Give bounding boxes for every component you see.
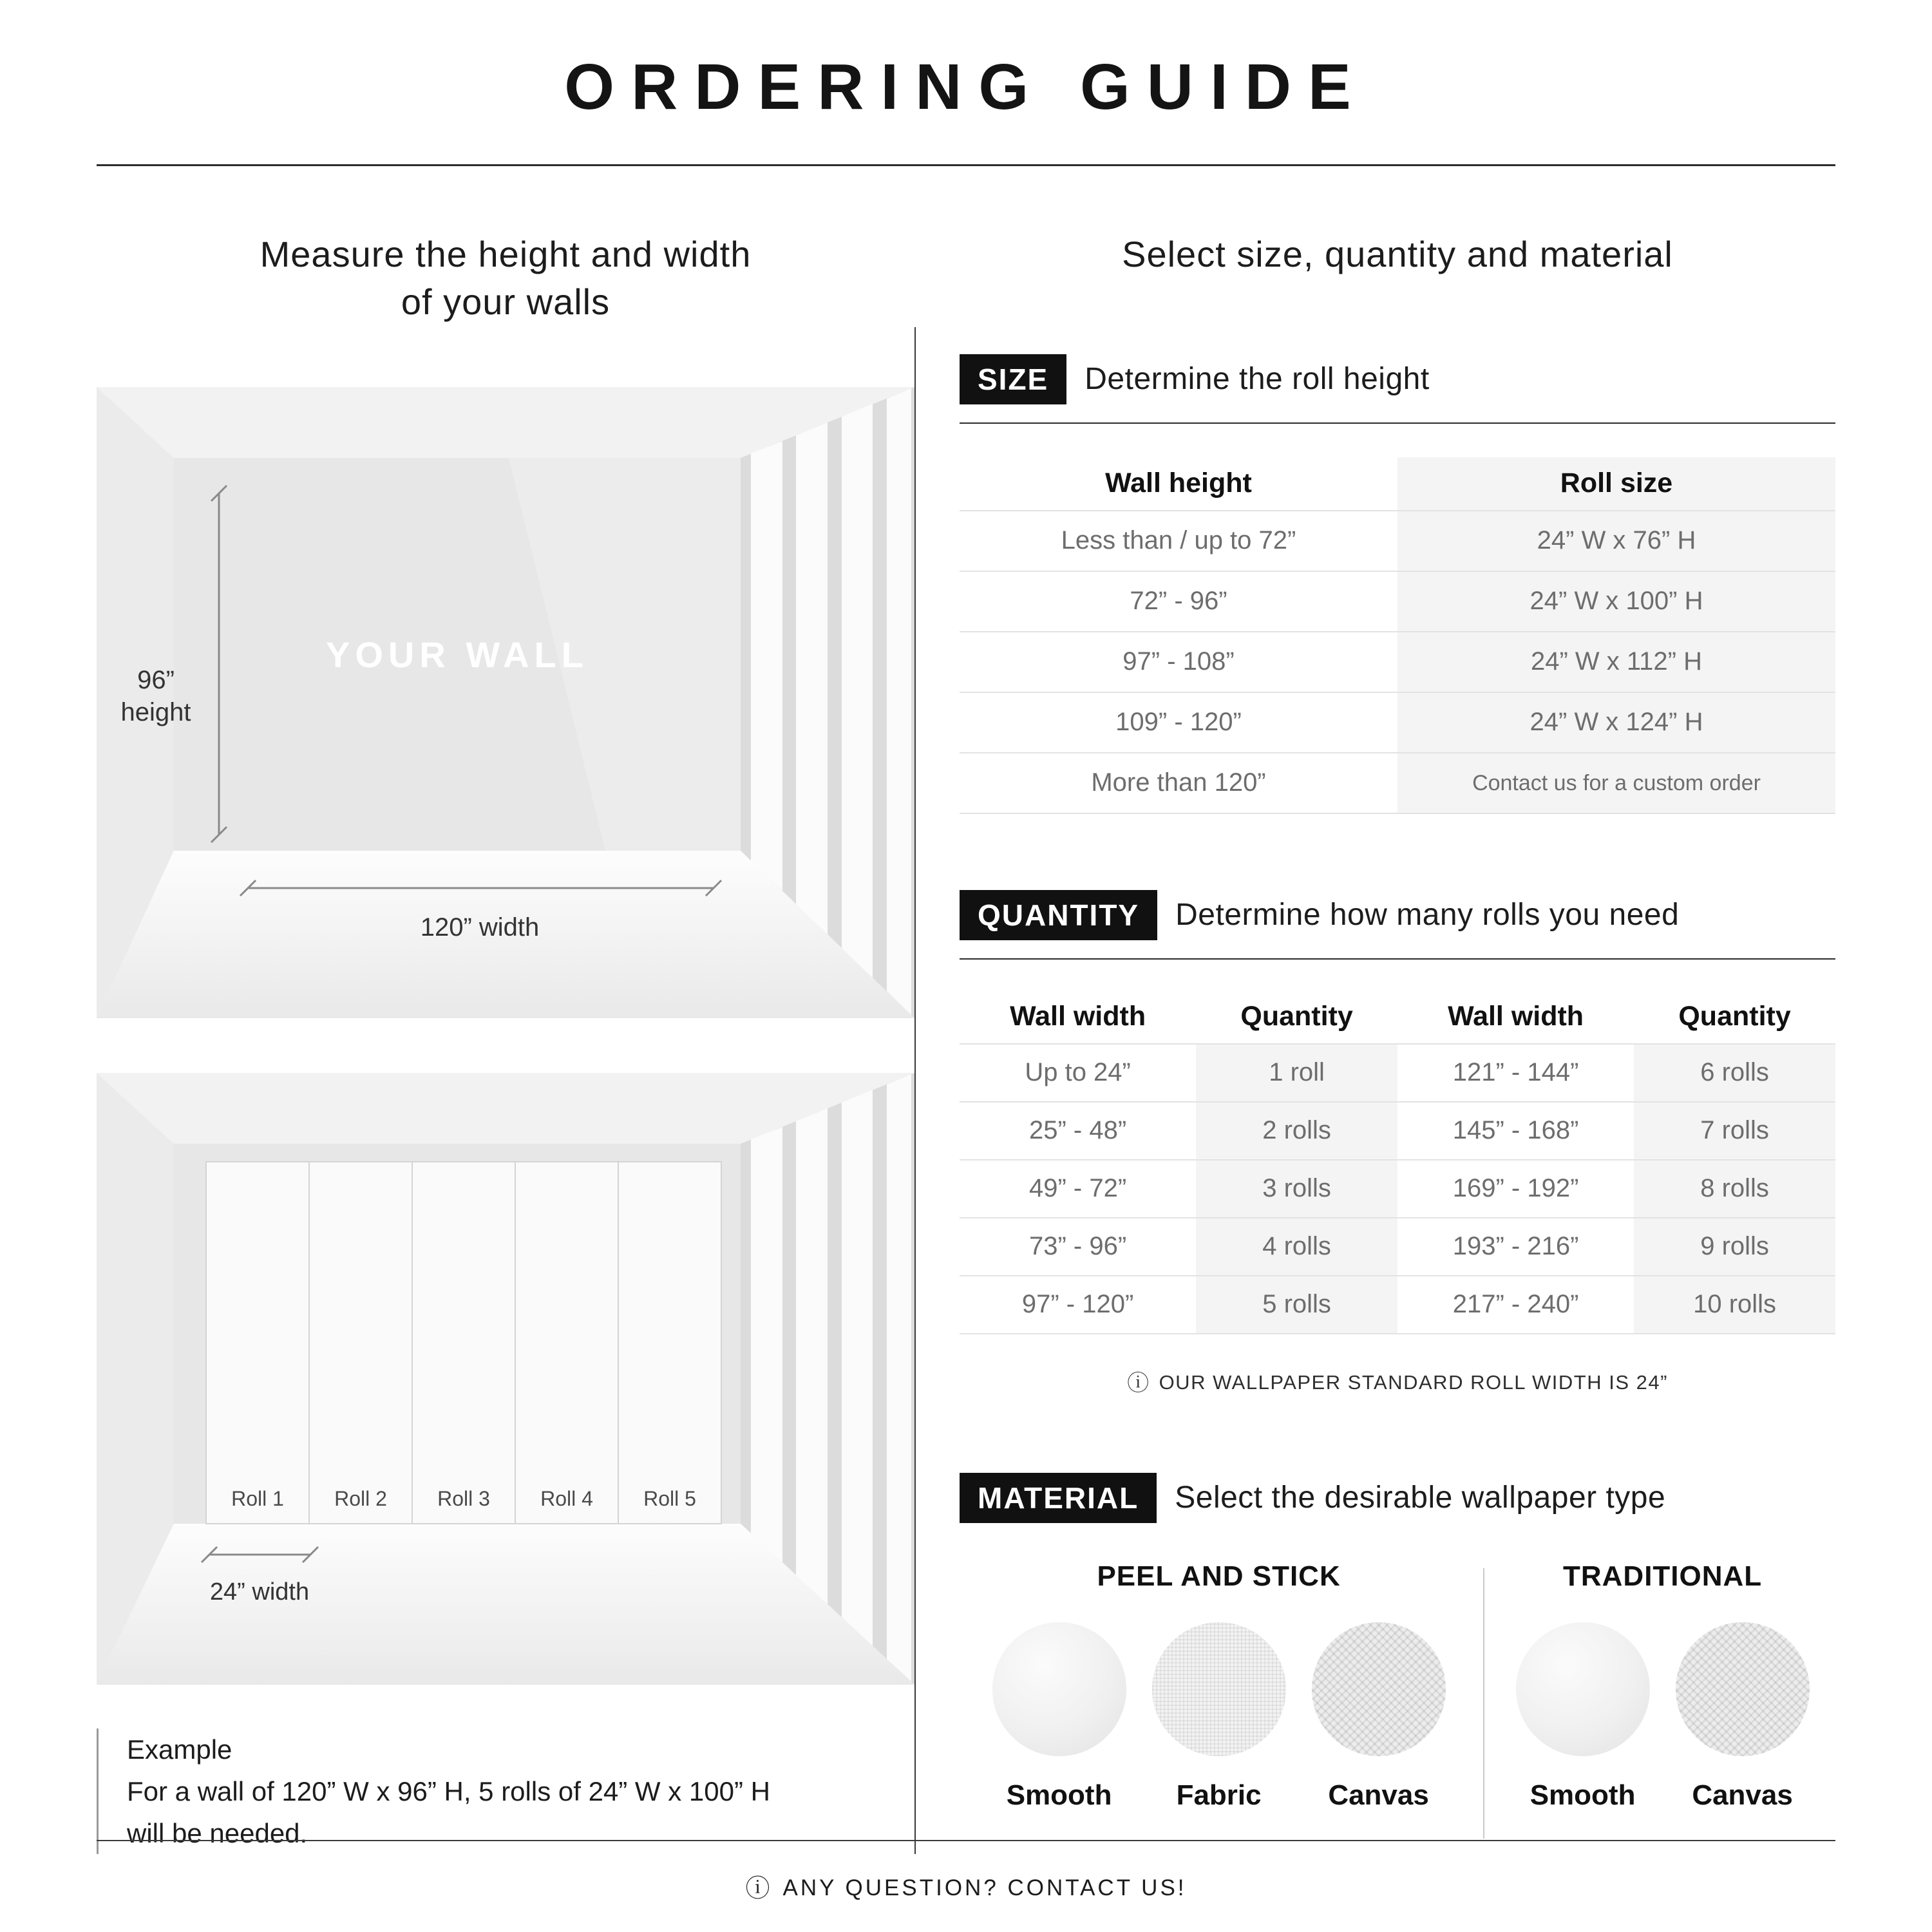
- size-tag: SIZE: [960, 354, 1066, 404]
- quantity-subtitle: Determine how many rolls you need: [1175, 898, 1680, 933]
- room2-svg: [97, 1073, 914, 1685]
- qty-cell: 5 rolls: [1196, 1276, 1397, 1334]
- qty-cell: 4 rolls: [1196, 1218, 1397, 1276]
- size-section: [960, 354, 1835, 814]
- window-pane: [751, 1127, 782, 1562]
- qty-cell: 9 rolls: [1634, 1218, 1835, 1276]
- swatch-label: Smooth: [1530, 1779, 1636, 1811]
- size-table: [960, 457, 1835, 814]
- qty-cell: 73” - 96”: [960, 1218, 1196, 1276]
- roll-label-1: Roll 1: [231, 1486, 284, 1510]
- size-row-wall: More than 120”: [960, 753, 1397, 814]
- swatch-peel-fabric: [1152, 1622, 1286, 1756]
- quantity-table: [960, 990, 1835, 1334]
- quantity-section-head: [960, 890, 1835, 940]
- window-pane: [887, 388, 911, 1015]
- size-row-wall: Less than / up to 72”: [960, 511, 1397, 572]
- qty-cell: 97” - 120”: [960, 1276, 1196, 1334]
- qty-cell: 121” - 144”: [1397, 1045, 1634, 1103]
- qty-cell: 49” - 72”: [960, 1160, 1196, 1218]
- example-line1: For a wall of 120” W x 96” H, 5 rolls of 24” W x 100” H: [127, 1776, 770, 1806]
- select-section: [914, 231, 1835, 1854]
- height-value-label: 96”: [137, 665, 175, 694]
- material-option: [1516, 1622, 1650, 1812]
- material-subtitle: Select the desirable wallpaper type: [1175, 1481, 1666, 1515]
- size-col-roll-size: Roll size: [1397, 457, 1835, 511]
- measure-heading-line1: Measure the height and width: [260, 234, 752, 274]
- qty-cell: 1 roll: [1196, 1045, 1397, 1103]
- info-icon: ⓘ: [745, 1875, 773, 1902]
- size-row-roll: 24” W x 100” H: [1397, 572, 1835, 632]
- qty-cell: 7 rolls: [1634, 1103, 1835, 1160]
- traditional-label: TRADITIONAL: [1563, 1560, 1763, 1592]
- quantity-tag: QUANTITY: [960, 890, 1157, 940]
- roll-width-note: [960, 1365, 1835, 1397]
- material-option: [1152, 1622, 1286, 1812]
- roll-panel-1: [206, 1162, 309, 1524]
- roll-panel-5: [618, 1162, 721, 1524]
- page-title: ORDERING GUIDE: [564, 51, 1368, 123]
- qty-cell: 3 rolls: [1196, 1160, 1397, 1218]
- example-title: Example: [127, 1734, 232, 1765]
- swatch-traditional-smooth: [1516, 1622, 1650, 1756]
- qty-header: Wall width: [960, 990, 1196, 1045]
- window-pane: [887, 1074, 911, 1681]
- window-pane: [842, 404, 873, 978]
- material-tag: MATERIAL: [960, 1473, 1157, 1523]
- size-subtitle: Determine the roll height: [1084, 362, 1430, 397]
- example-line2: will be needed.: [127, 1818, 308, 1848]
- material-option: [1676, 1622, 1810, 1812]
- size-row-roll: 24” W x 112” H: [1397, 632, 1835, 693]
- roll-label-2: Roll 2: [334, 1486, 387, 1510]
- qty-cell: 217” - 240”: [1397, 1276, 1634, 1334]
- qty-cell: 145” - 168”: [1397, 1103, 1634, 1160]
- size-row-roll: 24” W x 124” H: [1397, 693, 1835, 753]
- info-icon: ⓘ: [1127, 1370, 1150, 1396]
- material-group-traditional: [1490, 1560, 1835, 1812]
- room1-svg: [97, 387, 914, 1018]
- roll-label-3: Roll 3: [437, 1486, 490, 1510]
- select-heading: Select size, quantity and material: [1122, 234, 1673, 274]
- width-label: 120” width: [420, 913, 540, 942]
- qty-cell: Up to 24”: [960, 1045, 1196, 1103]
- room-illustration-rolls: [97, 1073, 914, 1685]
- roll-width-note-text: OUR WALLPAPER STANDARD ROLL WIDTH IS 24”: [1159, 1370, 1668, 1394]
- measure-heading: [97, 231, 914, 326]
- measure-heading-line2: of your walls: [401, 281, 611, 322]
- roll-label-5: Roll 5: [643, 1486, 696, 1510]
- qty-header: Wall width: [1397, 990, 1634, 1045]
- qty-cell: 25” - 48”: [960, 1103, 1196, 1160]
- size-rule: [960, 422, 1835, 424]
- qty-header: Quantity: [1196, 990, 1397, 1045]
- title-divider: [97, 164, 1835, 166]
- qty-cell: 10 rolls: [1634, 1276, 1835, 1334]
- size-row-wall: 97” - 108”: [960, 632, 1397, 693]
- size-row-roll: 24” W x 76” H: [1397, 511, 1835, 572]
- qty-cell: 6 rolls: [1634, 1045, 1835, 1103]
- size-row-wall: 109” - 120”: [960, 693, 1397, 753]
- swatch-label: Canvas: [1328, 1779, 1429, 1811]
- swatch-label: Fabric: [1176, 1779, 1262, 1811]
- material-groups: [960, 1560, 1835, 1839]
- material-group-divider: [1483, 1568, 1484, 1839]
- size-row-wall: 72” - 96”: [960, 572, 1397, 632]
- qty-cell: 2 rolls: [1196, 1103, 1397, 1160]
- example-block: [97, 1728, 914, 1854]
- swatch-traditional-canvas: [1676, 1622, 1810, 1756]
- footer: [97, 1840, 1835, 1904]
- size-section-head: [960, 354, 1835, 404]
- room-illustration-your-wall: [97, 387, 914, 1018]
- peel-and-stick-label: PEEL AND STICK: [1097, 1560, 1341, 1592]
- content-columns: [97, 231, 1835, 1854]
- material-option: [1312, 1622, 1446, 1812]
- quantity-section: [960, 890, 1835, 1397]
- window-pane: [842, 1090, 873, 1646]
- material-section-head: [960, 1473, 1835, 1523]
- quantity-rule: [960, 958, 1835, 960]
- window-pane: [751, 441, 782, 891]
- roll-panel-2: [309, 1162, 412, 1524]
- window-pane: [796, 422, 828, 934]
- swatch-label: Canvas: [1692, 1779, 1793, 1811]
- measure-section: [97, 231, 914, 1854]
- material-group-peel-and-stick: [960, 1560, 1478, 1812]
- your-wall-label: YOUR WALL: [326, 634, 589, 675]
- swatch-peel-canvas: [1312, 1622, 1446, 1756]
- size-col-wall-height: Wall height: [960, 457, 1397, 511]
- roll-panel-3: [412, 1162, 515, 1524]
- qty-cell: 8 rolls: [1634, 1160, 1835, 1218]
- roll-width-label: 24” width: [209, 1578, 310, 1605]
- swatch-peel-smooth: [992, 1622, 1126, 1756]
- footer-note: ANY QUESTION? CONTACT US!: [782, 1875, 1187, 1900]
- material-section: [960, 1473, 1835, 1839]
- qty-header: Quantity: [1634, 990, 1835, 1045]
- qty-cell: 193” - 216”: [1397, 1218, 1634, 1276]
- swatch-label: Smooth: [1006, 1779, 1112, 1811]
- qty-cell: 169” - 192”: [1397, 1160, 1634, 1218]
- roll-label-4: Roll 4: [540, 1486, 593, 1510]
- material-option: [992, 1622, 1126, 1812]
- roll-panel-4: [515, 1162, 618, 1524]
- height-word-label: height: [120, 697, 191, 726]
- size-row-roll: Contact us for a custom order: [1397, 753, 1835, 814]
- window-pane: [796, 1108, 828, 1604]
